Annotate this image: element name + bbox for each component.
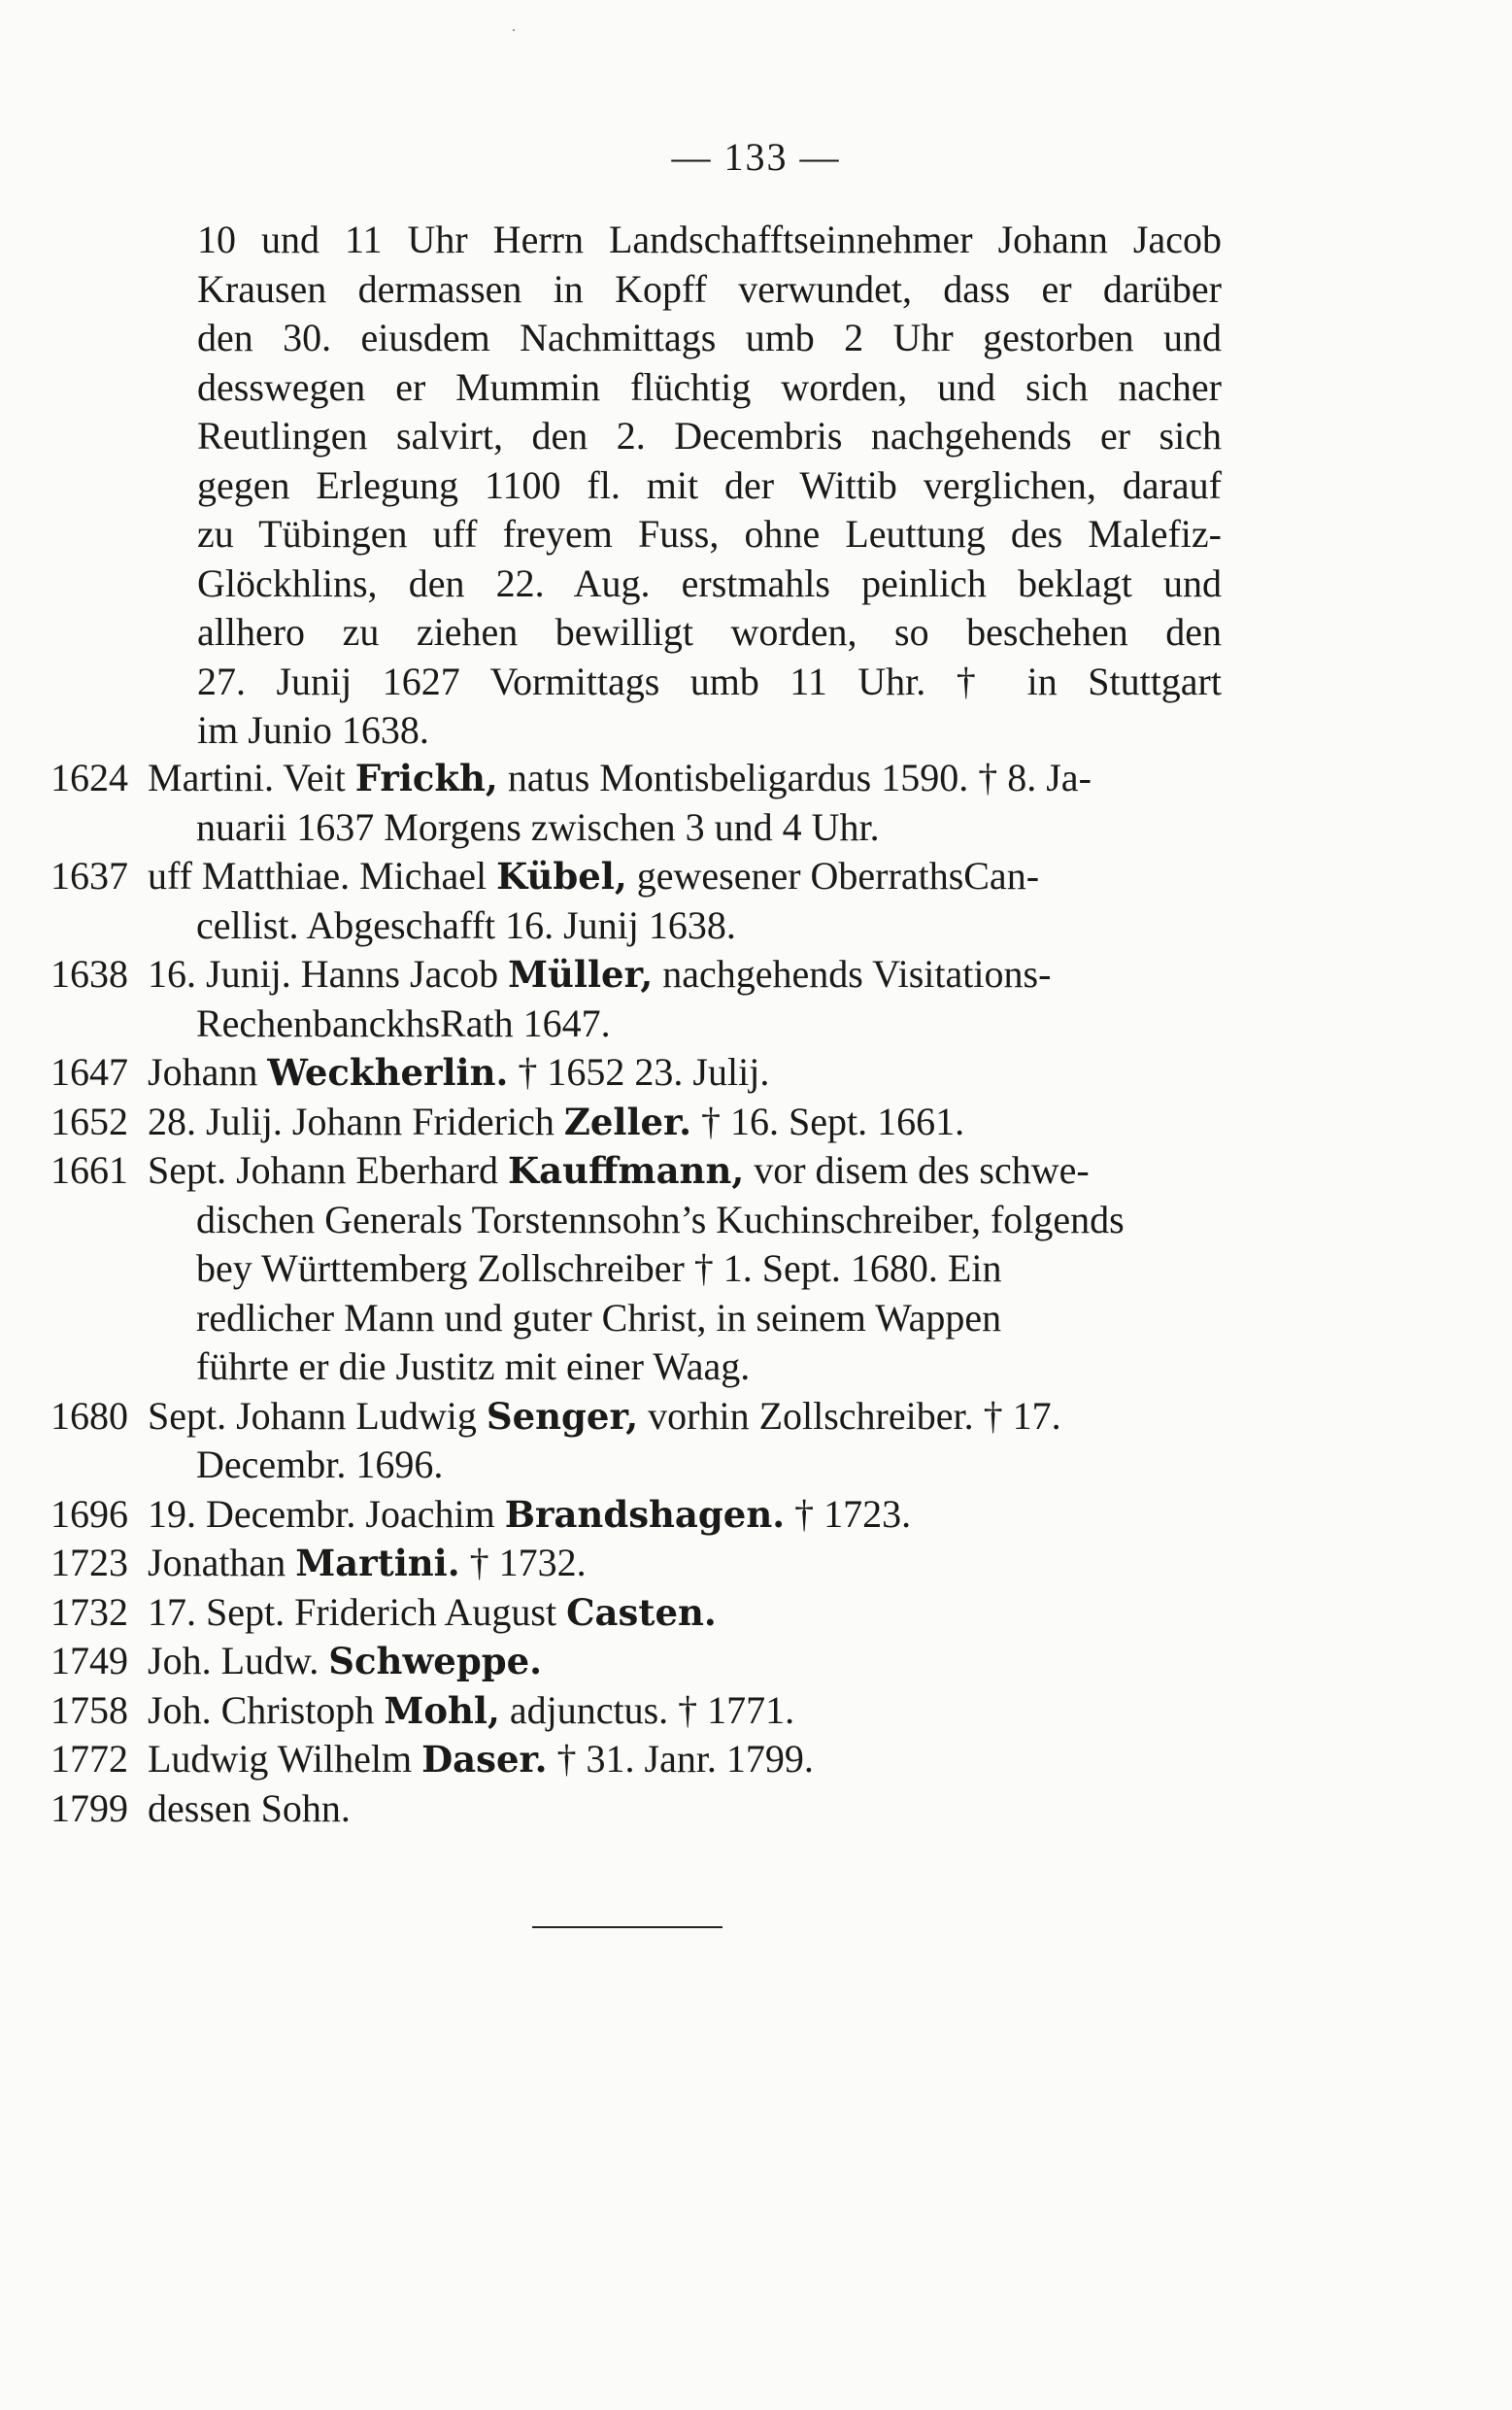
- entry-suffix: natus Montisbeligardus 1590. † 8. Ja-: [497, 756, 1092, 799]
- entry-suffix: † 16. Sept. 1661.: [691, 1099, 965, 1143]
- entry-prefix: Ludwig Wilhelm: [148, 1737, 422, 1781]
- entry-prefix: 17. Sept. Friderich August: [148, 1589, 567, 1634]
- entry-name: Daser.: [421, 1738, 548, 1781]
- intro-line: den 30. eiusdem Nachmittags umb 2 Uhr gestorben und: [197, 316, 1222, 359]
- entry-name: Martini.: [295, 1542, 460, 1584]
- list-item: [50, 1146, 1226, 1392]
- entry-year: 1749: [50, 1639, 128, 1682]
- entry-continuation: führte er die Justitz mit einer Waag.: [196, 1344, 751, 1388]
- entry-first-line: [148, 1539, 1226, 1588]
- intro-line: im Junio 1638.: [197, 708, 429, 752]
- entry-name: Müller,: [508, 953, 654, 996]
- entry-year: 1661: [50, 1148, 128, 1192]
- entry-prefix: uff Matthiae. Michael: [148, 854, 497, 898]
- entry-continuation: cellist. Abgeschafft 16. Junij 1638.: [196, 902, 736, 947]
- entry-year: 1696: [50, 1491, 128, 1536]
- intro-line: desswegen er Mummin flüchtig worden, und sich nacher: [197, 364, 1222, 409]
- intro-line: Krausen dermassen in Kopff verwundet, dass er darüber: [197, 266, 1222, 311]
- entry-first-line: [148, 1048, 1226, 1098]
- entry-prefix: Sept. Johann Eberhard: [148, 1148, 509, 1192]
- entry-suffix: vorhin Zollschreiber. † 17.: [638, 1393, 1061, 1438]
- list-item: [50, 1392, 1226, 1490]
- entry-first-line: [148, 950, 1226, 1000]
- entry-name: Brandshagen.: [504, 1492, 786, 1536]
- entry-prefix: Joh. Christoph: [148, 1687, 385, 1732]
- entry-name: Kauffmann,: [508, 1149, 745, 1192]
- list-item: [50, 1784, 1226, 1834]
- entry-first-line: [148, 1784, 1226, 1834]
- entry-prefix: Martini. Veit: [148, 756, 355, 799]
- page-number: — 133 —: [671, 135, 841, 179]
- entry-year: 1758: [50, 1687, 128, 1732]
- speck: [513, 29, 515, 31]
- entry-suffix: † 1652 23. Julij.: [508, 1050, 770, 1094]
- entry-suffix: † 31. Janr. 1799.: [547, 1737, 814, 1781]
- entry-name: Zeller.: [563, 1100, 692, 1143]
- intro-line: gegen Erlegung 1100 fl. mit der Wittib verglichen, darauf: [197, 462, 1222, 507]
- entry-first-line: [148, 1146, 1226, 1196]
- entry-year: 1637: [50, 854, 128, 898]
- entry-name: Senger,: [486, 1394, 639, 1438]
- list-item: [50, 754, 1226, 852]
- intro-line: Glöckhlins, den 22. Aug. erstmahls peinlich beklagt und: [197, 560, 1222, 605]
- entry-suffix: vor disem des schwe-: [744, 1148, 1090, 1192]
- entry-first-line: [148, 1588, 1226, 1638]
- entry-prefix: 28. Julij. Johann Friderich: [148, 1099, 564, 1143]
- entry-year: 1624: [50, 756, 128, 799]
- list-item: [50, 1735, 1226, 1784]
- entry-year: 1799: [50, 1785, 128, 1830]
- entry-continuation: Decembr. 1696.: [196, 1443, 444, 1486]
- entry-continuation: dischen Generals Torstennsohn’s Kuchinschreiber, folgends: [196, 1197, 1125, 1241]
- entry-suffix: gewesener OberrathsCan-: [626, 854, 1040, 898]
- entry-first-line: [148, 1686, 1226, 1736]
- entry-prefix: 19. Decembr. Joachim: [148, 1491, 505, 1536]
- list-item: [50, 1637, 1226, 1686]
- entry-first-line: [148, 1735, 1226, 1784]
- entry-prefix: Johann: [148, 1050, 268, 1094]
- list-item: [50, 1539, 1226, 1588]
- entry-prefix: Joh. Ludw.: [148, 1639, 329, 1682]
- list-item: [50, 950, 1226, 1048]
- entry-year: 1772: [50, 1737, 128, 1781]
- entry-suffix: † 1723.: [785, 1491, 912, 1536]
- entry-name: Frickh,: [354, 757, 498, 799]
- entry-suffix: † 1732.: [459, 1541, 587, 1584]
- entry-continuation: redlicher Mann und guter Christ, in seinem Wappen: [196, 1295, 1002, 1340]
- intro-line: 27. Junij 1627 Vormittags umb 11 Uhr. † in Stuttgart: [197, 659, 1222, 703]
- list-item: [50, 1048, 1226, 1098]
- entry-prefix: Sept. Johann Ludwig: [148, 1393, 487, 1438]
- entry-first-line: [148, 1098, 1226, 1147]
- entry-first-line: [148, 1637, 1226, 1686]
- intro-line: zu Tübingen uff freyem Fuss, ohne Leuttung des Malefiz-: [197, 512, 1222, 556]
- intro-line: Reutlingen salvirt, den 2. Decembris nachgehends er sich: [197, 414, 1222, 458]
- entry-suffix: adjunctus. † 1771.: [499, 1687, 795, 1732]
- entry-first-line: [148, 852, 1226, 901]
- entry-suffix: nachgehends Visitations-: [653, 952, 1052, 996]
- entry-name: Weckherlin.: [267, 1051, 509, 1094]
- entry-prefix: 16. Junij. Hanns Jacob: [148, 952, 509, 996]
- end-rule: [532, 1926, 722, 1928]
- entry-year: 1732: [50, 1589, 128, 1634]
- entry-name: Casten.: [566, 1590, 717, 1634]
- intro-line: 10 und 11 Uhr Herrn Landschafftseinnehmer Johann Jacob: [197, 218, 1222, 261]
- entries-list: [50, 754, 1226, 1833]
- list-item: [50, 1588, 1226, 1638]
- entry-name: Kübel,: [496, 855, 627, 898]
- entry-continuation: bey Württemberg Zollschreiber † 1. Sept. 1680. Ein: [196, 1246, 1002, 1290]
- entry-first-line: [148, 754, 1226, 803]
- entry-continuation: RechenbanckhsRath 1647.: [196, 1001, 611, 1045]
- list-item: [50, 1490, 1226, 1540]
- list-item: [50, 1686, 1226, 1736]
- entry-first-line: [148, 1392, 1226, 1442]
- entry-year: 1652: [50, 1099, 128, 1143]
- intro-paragraph: [197, 216, 1222, 756]
- list-item: [50, 1098, 1226, 1147]
- entry-continuation: nuarii 1637 Morgens zwischen 3 und 4 Uhr.: [196, 804, 880, 849]
- entry-year: 1723: [50, 1541, 128, 1584]
- entry-year: 1680: [50, 1393, 128, 1438]
- intro-line: allhero zu ziehen bewilligt worden, so beschehen den: [197, 610, 1222, 654]
- entry-prefix: Jonathan: [148, 1541, 296, 1584]
- entry-name: Schweppe.: [328, 1640, 543, 1682]
- entry-name: Mohl,: [384, 1688, 500, 1732]
- entry-first-line: [148, 1490, 1226, 1540]
- entry-year: 1647: [50, 1050, 128, 1094]
- list-item: [50, 852, 1226, 950]
- entry-year: 1638: [50, 952, 128, 996]
- entry-prefix: dessen Sohn.: [148, 1785, 351, 1830]
